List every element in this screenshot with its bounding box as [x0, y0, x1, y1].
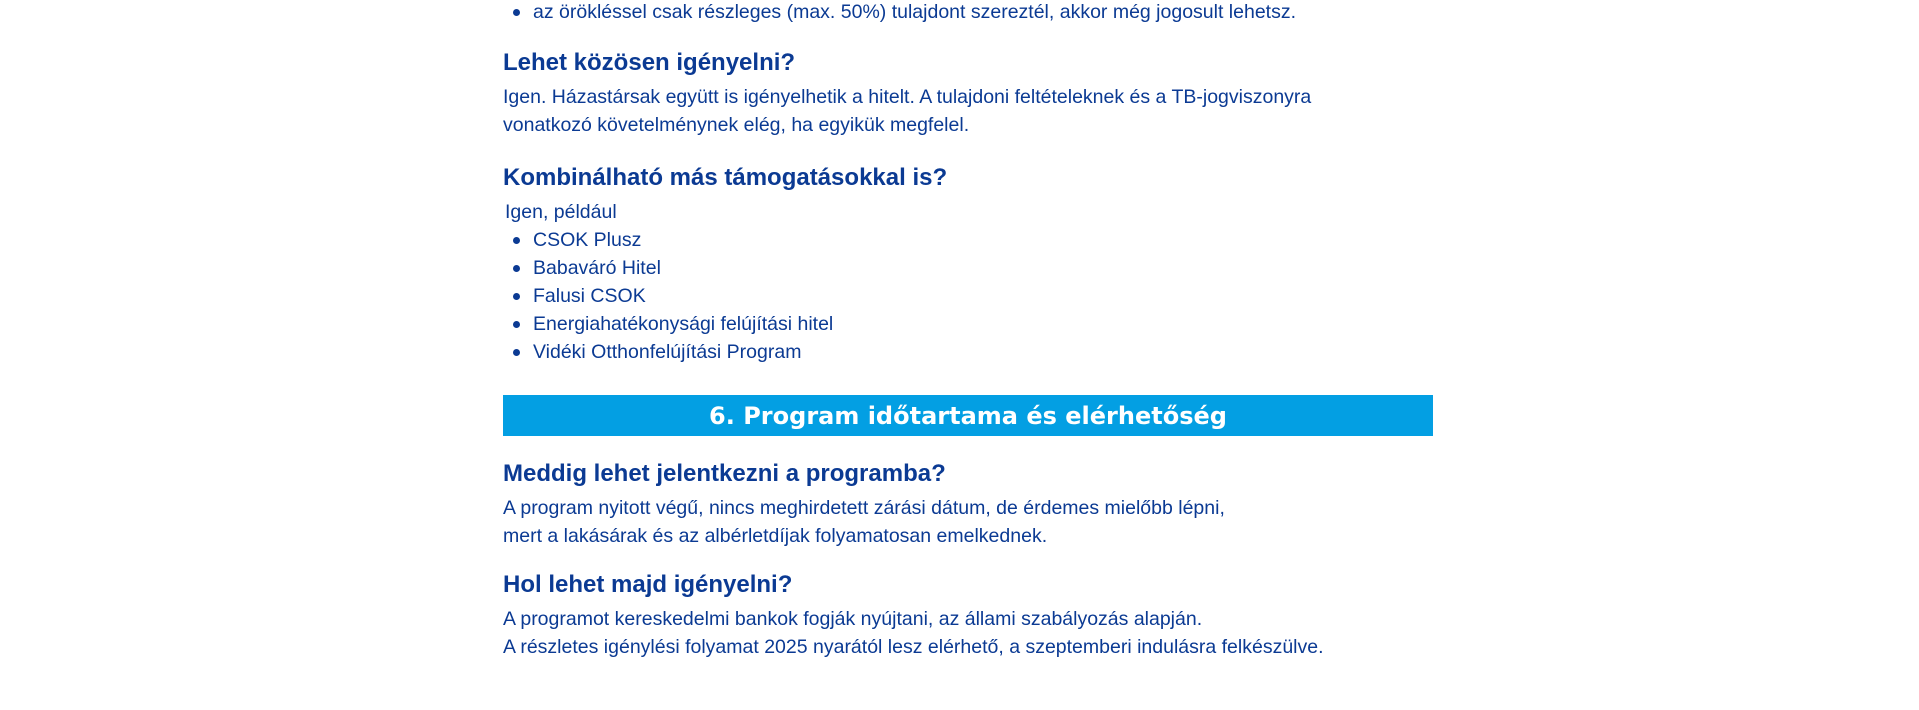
- faq-answer-deadline-line1: A program nyitott végű, nincs meghirdetett zárási dátum, de érdemes mielőbb lépni,: [503, 497, 1225, 519]
- faq-question-where: Hol lehet majd igényelni?: [503, 571, 793, 598]
- faq-question-deadline: Meddig lehet jelentkezni a programba?: [503, 460, 946, 487]
- combine-list: [503, 226, 1433, 366]
- list-item: Babaváró Hitel: [503, 254, 1433, 282]
- faq-question-combine: Kombinálható más támogatásokkal is?: [503, 164, 948, 191]
- list-item: Falusi CSOK: [503, 282, 1433, 310]
- list-item: Vidéki Otthonfelújítási Program: [503, 338, 1433, 366]
- section-banner: [503, 395, 1433, 436]
- faq-question-joint: Lehet közösen igényelni?: [503, 49, 796, 76]
- list-item: az örökléssel csak részleges (max. 50%) tulajdont szereztél, akkor még jogosult lehetsz.: [503, 0, 1433, 26]
- section-banner-title: 6. Program időtartama és elérhetőség: [709, 401, 1227, 430]
- list-item: CSOK Plusz: [503, 226, 1433, 254]
- faq-answer-joint-line2: vonatkozó követelménynek elég, ha egyikük megfelel.: [503, 114, 970, 136]
- eligibility-bullet-list: [503, 0, 1433, 26]
- faq-answer-joint-line1: Igen. Házastársak együtt is igényelhetik a hitelt. A tulajdoni feltételeknek és a TB-jogviszonyra: [503, 86, 1312, 108]
- faq-answer-combine-intro: Igen, például: [505, 201, 617, 223]
- faq-answer-where-line2: A részletes igénylési folyamat 2025 nyarától lesz elérhető, a szeptemberi indulásra felkészülve.: [503, 636, 1324, 658]
- list-item: Energiahatékonysági felújítási hitel: [503, 310, 1433, 338]
- faq-answer-where-line1: A programot kereskedelmi bankok fogják nyújtani, az állami szabályozás alapján.: [503, 608, 1203, 630]
- faq-answer-deadline-line2: mert a lakásárak és az albérletdíjak folyamatosan emelkednek.: [503, 525, 1048, 547]
